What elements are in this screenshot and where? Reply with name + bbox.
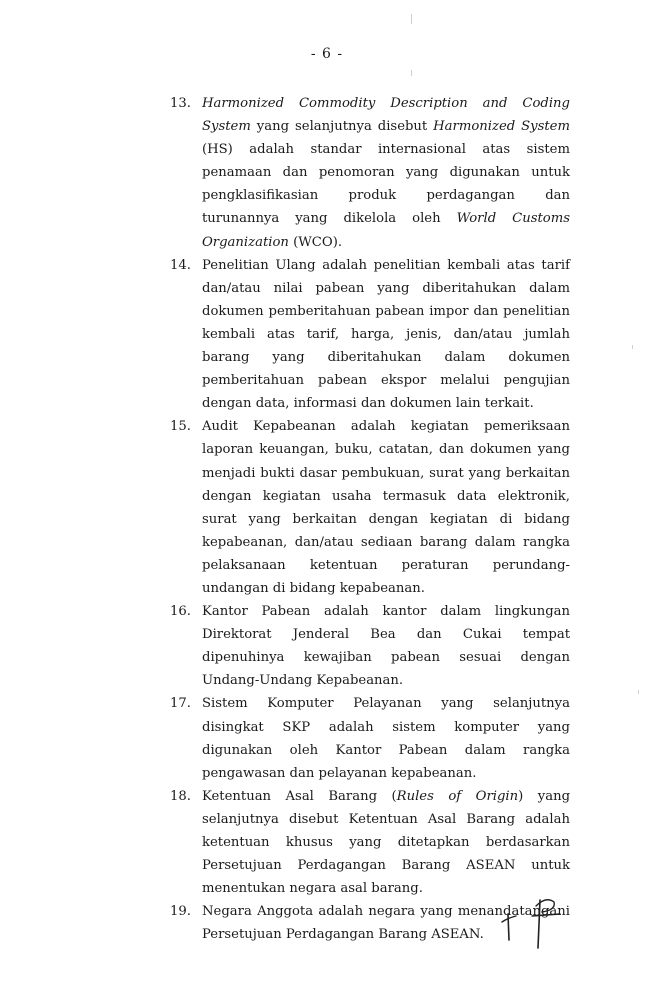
definition-text: Penelitian Ulang adalah penelitian kembali atas tarif dan/atau nilai pabean yang diberitahukan dalam dokumen pemberitahuan pabean impor dan penelitian kembali atas tarif, harga, jenis, dan/atau jumlah barang yang diberitahukan dalam dokumen pemberitahuan pabean ekspor melalui pengujian dengan data, informasi dan dokumen lain terkait. <box>202 257 570 412</box>
definition-item-16 <box>170 600 570 692</box>
scan-speck <box>411 70 412 76</box>
handwritten-initials-signature <box>500 892 570 952</box>
definition-text: Audit Kepabeanan adalah kegiatan pemeriksaan laporan keuangan, buku, catatan, dan dokumen yang menjadi bukti dasar pembukuan, surat yang berkaitan dengan kegiatan usaha termasuk data elektronik, surat yang berkaitan dengan kegiatan di bidang kepabeanan, dan/atau sediaan barang dalam rangka pelaksanaan ketentuan peraturan perundang-undangan di bidang kepabeanan. <box>202 419 570 596</box>
scan-speck <box>638 690 639 694</box>
definition-item-17 <box>170 692 570 784</box>
definition-number: 16. <box>170 604 191 620</box>
scan-speck <box>632 345 633 349</box>
definition-number: 18. <box>170 788 191 804</box>
definition-item-15 <box>170 415 570 600</box>
definition-number: 19. <box>170 904 191 920</box>
definition-text: Negara Anggota adalah negara yang menandatangani Persetujuan Perdagangan Barang ASEAN. <box>202 904 570 943</box>
definition-text: Sistem Komputer Pelayanan yang selanjutnya disingkat SKP adalah sistem komputer yang digunakan oleh Kantor Pabean dalam rangka pengawasan dan pelayanan kepabeanan. <box>202 696 570 781</box>
definition-number: 15. <box>170 419 191 435</box>
definition-text: Ketentuan Asal Barang (Rules of Origin) yang selanjutnya disebut Ketentuan Asal Barang adalah ketentuan khusus yang ditetapkan berdasarkan Persetujuan Perdagangan Barang ASEAN untuk menentukan negara asal barang. <box>202 788 571 897</box>
definition-text: Harmonized Commodity Description and Coding System yang selanjutnya disebut Harmonized System (HS) adalah standar internasional atas sistem penamaan dan penomoran yang digunakan untuk pengklasifikasian produk perdagangan dan turunannya yang dikelola oleh World Customs Organization (WCO). <box>202 96 570 250</box>
scan-speck <box>411 14 412 24</box>
definitions-list <box>170 92 570 946</box>
definition-text: Kantor Pabean adalah kantor dalam lingkungan Direktorat Jenderal Bea dan Cukai tempat dipenuhinya kewajiban pabean sesuai dengan Undang-Undang Kepabeanan. <box>202 604 570 689</box>
definition-number: 14. <box>170 257 191 273</box>
definition-number: 17. <box>170 696 191 712</box>
definition-item-14 <box>170 254 570 416</box>
definition-item-18 <box>170 785 570 900</box>
definition-number: 13. <box>170 96 191 111</box>
page-number: - 6 - <box>310 46 344 62</box>
definition-item-13 <box>170 92 570 254</box>
